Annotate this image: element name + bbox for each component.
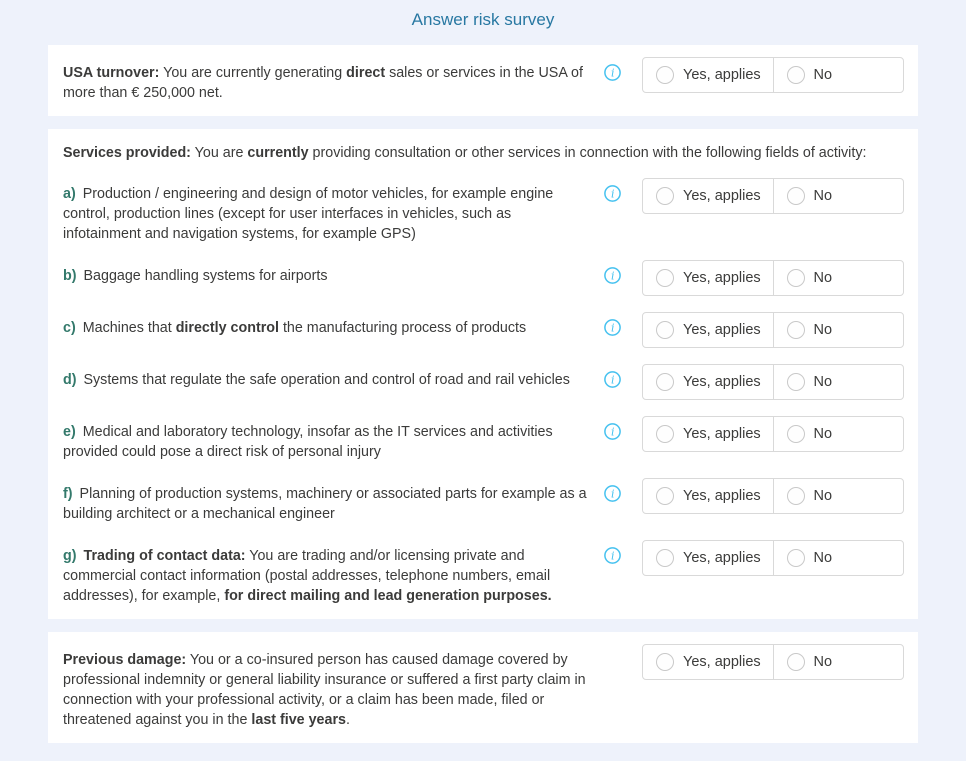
item-letter: d) <box>63 372 77 388</box>
group-header: Services provided: You are currently providing consultation or other services in connection with the following fields of activity: <box>63 145 867 161</box>
survey-sections <box>0 30 966 743</box>
no-option[interactable] <box>773 541 904 575</box>
question-row <box>63 478 904 524</box>
question-text: c) Machines that directly control the manufacturing process of products <box>63 320 527 336</box>
radio-unchecked-icon <box>656 373 674 391</box>
yes-option-label: Yes, applies <box>683 488 761 504</box>
no-option[interactable] <box>773 179 904 213</box>
yes-no-group <box>642 416 904 452</box>
radio-unchecked-icon <box>787 187 805 205</box>
yes-option-label: Yes, applies <box>683 550 761 566</box>
question-row <box>63 416 904 462</box>
svg-text:i: i <box>611 66 615 80</box>
no-option-label: No <box>813 488 833 504</box>
no-option-label: No <box>813 67 833 83</box>
info-icon[interactable] <box>604 416 642 445</box>
yes-option[interactable] <box>643 417 773 451</box>
radio-unchecked-icon <box>656 653 674 671</box>
yes-option[interactable] <box>643 365 773 399</box>
question-card <box>48 632 918 743</box>
yes-option[interactable] <box>643 541 773 575</box>
no-option[interactable] <box>773 261 904 295</box>
radio-unchecked-icon <box>787 653 805 671</box>
yes-no-group <box>642 260 904 296</box>
radio-unchecked-icon <box>656 487 674 505</box>
radio-unchecked-icon <box>787 269 805 287</box>
question-text: Previous damage: You or a co-insured person has caused damage covered by professional indemnity or general liability insurance or suffered a first party claim in connection with your professional activity, or a claim has been made, filed or threatened against you in the last five years. <box>63 652 586 728</box>
yes-option-label: Yes, applies <box>683 270 761 286</box>
question-row <box>63 540 904 606</box>
info-icon[interactable] <box>604 178 642 207</box>
item-letter: g) <box>63 548 77 564</box>
no-option-label: No <box>813 322 833 338</box>
yes-option-label: Yes, applies <box>683 322 761 338</box>
svg-text:i: i <box>611 487 615 501</box>
question-text: a) Production / engineering and design of motor vehicles, for example engine control, production lines (except for user interfaces in vehicles, such as infotainment and navigation systems, for example GPS) <box>63 186 554 242</box>
info-icon[interactable] <box>604 260 642 289</box>
radio-unchecked-icon <box>787 549 805 567</box>
yes-option[interactable] <box>643 261 773 295</box>
item-letter: c) <box>63 320 76 336</box>
yes-option-label: Yes, applies <box>683 67 761 83</box>
no-option[interactable] <box>773 58 904 92</box>
question-row <box>63 260 904 296</box>
radio-unchecked-icon <box>787 321 805 339</box>
yes-no-group <box>642 178 904 214</box>
yes-no-group <box>642 644 904 680</box>
radio-unchecked-icon <box>656 425 674 443</box>
no-option[interactable] <box>773 417 904 451</box>
item-letter: a) <box>63 186 76 202</box>
svg-text:i: i <box>611 321 615 335</box>
question-text: b) Baggage handling systems for airports <box>63 268 328 284</box>
radio-unchecked-icon <box>787 66 805 84</box>
yes-option-label: Yes, applies <box>683 654 761 670</box>
yes-option[interactable] <box>643 179 773 213</box>
question-card <box>48 129 918 619</box>
question-row <box>63 57 904 103</box>
radio-unchecked-icon <box>656 269 674 287</box>
question-card <box>48 45 918 116</box>
info-icon[interactable] <box>604 57 642 86</box>
question-row <box>63 364 904 400</box>
no-option-label: No <box>813 270 833 286</box>
info-icon[interactable] <box>604 478 642 507</box>
yes-no-group <box>642 364 904 400</box>
item-letter: f) <box>63 486 73 502</box>
no-option[interactable] <box>773 365 904 399</box>
question-text: d) Systems that regulate the safe operation and control of road and rail vehicles <box>63 372 570 388</box>
svg-text:i: i <box>611 549 615 563</box>
radio-unchecked-icon <box>787 425 805 443</box>
no-option-label: No <box>813 426 833 442</box>
question-text: g) Trading of contact data: You are trading and/or licensing private and commercial contact information (postal addresses, telephone numbers, email addresses), for example, for direct mailing and lead generation purposes. <box>63 548 552 604</box>
yes-option[interactable] <box>643 58 773 92</box>
yes-option-label: Yes, applies <box>683 426 761 442</box>
question-row <box>63 178 904 244</box>
yes-no-group <box>642 540 904 576</box>
yes-option[interactable] <box>643 479 773 513</box>
svg-text:i: i <box>611 187 615 201</box>
svg-text:i: i <box>611 425 615 439</box>
info-icon[interactable] <box>604 540 642 569</box>
yes-option[interactable] <box>643 645 773 679</box>
no-option-label: No <box>813 374 833 390</box>
yes-option[interactable] <box>643 313 773 347</box>
radio-unchecked-icon <box>656 321 674 339</box>
question-row <box>63 312 904 348</box>
radio-unchecked-icon <box>787 487 805 505</box>
radio-unchecked-icon <box>656 549 674 567</box>
no-option[interactable] <box>773 313 904 347</box>
no-option-label: No <box>813 188 833 204</box>
info-icon[interactable] <box>604 364 642 393</box>
item-letter: e) <box>63 424 76 440</box>
item-letter: b) <box>63 268 77 284</box>
info-icon[interactable] <box>604 312 642 341</box>
radio-unchecked-icon <box>656 66 674 84</box>
no-option[interactable] <box>773 479 904 513</box>
yes-option-label: Yes, applies <box>683 374 761 390</box>
no-option-label: No <box>813 550 833 566</box>
radio-unchecked-icon <box>787 373 805 391</box>
yes-no-group <box>642 478 904 514</box>
question-text: e) Medical and laboratory technology, insofar as the IT services and activities provided could pose a direct risk of personal injury <box>63 424 553 460</box>
yes-option-label: Yes, applies <box>683 188 761 204</box>
question-text: USA turnover: You are currently generating direct sales or services in the USA of more than € 250,000 net. <box>63 65 583 101</box>
page-title: Answer risk survey <box>411 10 555 29</box>
svg-text:i: i <box>611 373 615 387</box>
no-option-label: No <box>813 654 833 670</box>
no-option[interactable] <box>773 645 904 679</box>
svg-text:i: i <box>611 269 615 283</box>
yes-no-group <box>642 312 904 348</box>
yes-no-group <box>642 57 904 93</box>
question-text: f) Planning of production systems, machinery or associated parts for example as a building architect or a mechanical engineer <box>63 486 587 522</box>
question-row <box>63 644 904 730</box>
radio-unchecked-icon <box>656 187 674 205</box>
